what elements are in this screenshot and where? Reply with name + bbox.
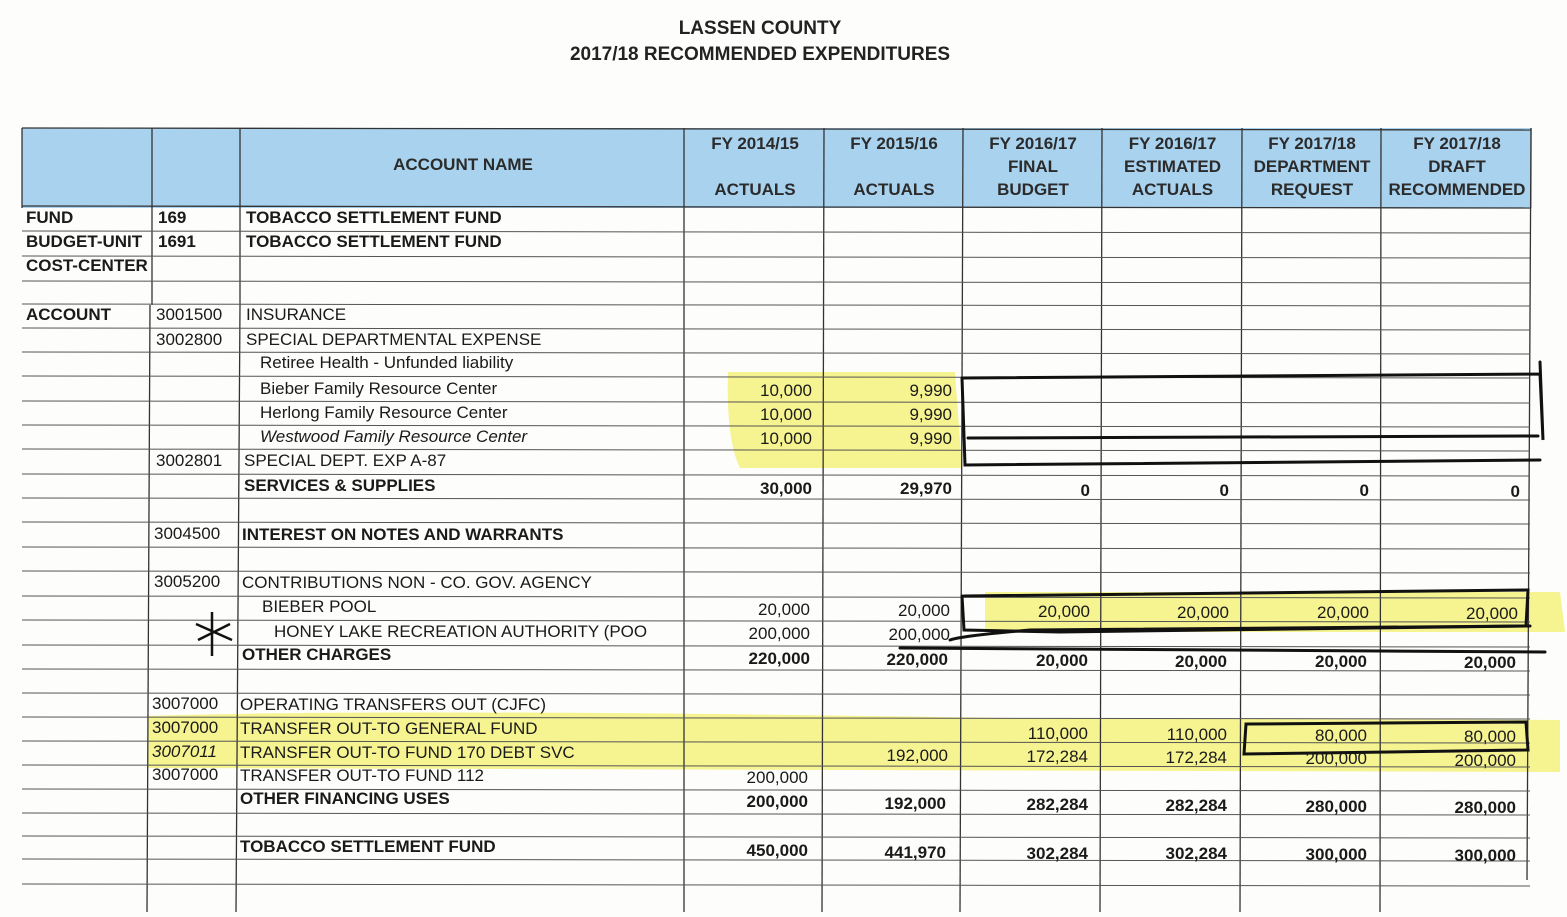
pen-box-frc-left [962, 378, 1540, 465]
herlong-frc-v2: 9,990 [909, 405, 952, 424]
contrib-code: 3005200 [154, 572, 221, 591]
other-fin-v2: 192,000 [884, 794, 946, 813]
header-fy1617-final: FY 2016/17 FINAL BUDGET [989, 134, 1077, 199]
to-fund170-v2: 192,000 [886, 746, 948, 765]
header-account-name: ACCOUNT NAME [393, 155, 533, 174]
bieber-frc-v2: 9,990 [909, 381, 952, 400]
fund-label: FUND [26, 208, 74, 227]
total-v5: 300,000 [1305, 845, 1367, 864]
services-v5: 0 [1359, 481, 1369, 500]
cost-center-label: COST-CENTER [26, 256, 148, 275]
bieber-pool-name: BIEBER POOL [262, 597, 377, 616]
other-charges-v6: 20,000 [1464, 653, 1516, 672]
pen-line-frc-mid [968, 436, 1538, 438]
budget-unit-code: 1691 [158, 232, 196, 251]
bieber-pool-v4: 20,000 [1177, 603, 1229, 622]
retiree-name: Retiree Health - Unfunded liability [260, 353, 514, 372]
to-general-v5: 80,000 [1315, 726, 1367, 745]
services-name: SERVICES & SUPPLIES [244, 476, 436, 495]
fund-name: TOBACCO SETTLEMENT FUND [246, 208, 502, 227]
westwood-frc-v1: 10,000 [760, 429, 812, 448]
other-fin-v3: 282,284 [1026, 795, 1088, 814]
interest-name: INTEREST ON NOTES AND WARRANTS [242, 525, 564, 544]
header-fy1415: FY 2014/15 ACTUALS [711, 134, 799, 199]
bieber-pool-v6: 20,000 [1466, 604, 1518, 623]
total-v6: 300,000 [1454, 846, 1516, 865]
services-v4: 0 [1219, 481, 1229, 500]
report-subtitle: 2017/18 RECOMMENDED EXPENDITURES [569, 44, 951, 65]
to-general-code: 3007000 [152, 718, 219, 737]
services-v2: 29,970 [900, 479, 952, 498]
star-annotation [196, 612, 232, 656]
insurance-name: INSURANCE [246, 305, 347, 324]
contrib-name: CONTRIBUTIONS NON - CO. GOV. AGENCY [242, 573, 592, 592]
to-fund170-v4: 172,284 [1165, 748, 1227, 767]
bieber-pool-v3: 20,000 [1038, 602, 1090, 621]
header-fy1718-rec: FY 2017/18 DRAFT RECOMMENDED [1388, 134, 1526, 199]
op-transfers-name: OPERATING TRANSFERS OUT (CJFC) [240, 695, 547, 714]
services-v3: 0 [1080, 481, 1090, 500]
total-v2: 441,970 [884, 843, 946, 862]
other-charges-v3: 20,000 [1036, 651, 1088, 670]
budget-unit-name: TOBACCO SETTLEMENT FUND [246, 232, 502, 251]
other-fin-v6: 280,000 [1454, 798, 1516, 817]
header-fy1516: FY 2015/16 ACTUALS [850, 134, 938, 199]
honey-lake-name: HONEY LAKE RECREATION AUTHORITY (POO [274, 622, 648, 641]
bieber-pool-v5: 20,000 [1317, 603, 1369, 622]
sde-name: SPECIAL DEPARTMENTAL EXPENSE [246, 330, 542, 349]
other-charges-v5: 20,000 [1315, 652, 1367, 671]
westwood-frc-v2: 9,990 [909, 429, 952, 448]
total-v4: 302,284 [1165, 844, 1227, 863]
services-v6: 0 [1510, 482, 1520, 501]
to-fund112-v1: 200,000 [746, 768, 808, 787]
to-fund170-code: 3007011 [152, 742, 217, 761]
pen-box-frc-top [962, 362, 1543, 440]
to-general-v3: 110,000 [1027, 724, 1088, 743]
other-fin-v4: 282,284 [1165, 796, 1227, 815]
to-fund170-v5: 200,000 [1305, 749, 1367, 768]
sde-a87-name: SPECIAL DEPT. EXP A-87 [244, 451, 447, 470]
bieber-pool-v1: 20,000 [758, 600, 810, 619]
other-charges-name: OTHER CHARGES [242, 645, 392, 664]
other-fin-v1: 200,000 [746, 792, 808, 811]
to-fund170-v6: 200,000 [1454, 751, 1516, 770]
to-fund112-code: 3007000 [152, 765, 219, 784]
other-charges-v2: 220,000 [886, 650, 948, 669]
total-v3: 302,284 [1026, 844, 1088, 863]
op-transfers-code: 3007000 [152, 694, 219, 713]
budget-unit-label: BUDGET-UNIT [26, 232, 143, 251]
to-general-v6: 80,000 [1464, 727, 1516, 746]
other-charges-v1: 220,000 [748, 649, 810, 668]
herlong-frc-name: Herlong Family Resource Center [260, 403, 508, 422]
services-v1: 30,000 [760, 479, 812, 498]
honey-lake-v1: 200,000 [748, 624, 810, 643]
to-fund170-v3: 172,284 [1026, 747, 1088, 766]
sde-a87-code: 3002801 [156, 451, 223, 470]
other-fin-name: OTHER FINANCING USES [240, 789, 450, 808]
interest-code: 3004500 [154, 524, 221, 543]
to-general-name: TRANSFER OUT-TO GENERAL FUND [240, 719, 538, 738]
westwood-frc-name: Westwood Family Resource Center [260, 427, 528, 446]
sde-code: 3002800 [156, 330, 223, 349]
total-name: TOBACCO SETTLEMENT FUND [240, 837, 496, 856]
bieber-pool-v2: 20,000 [898, 601, 950, 620]
bieber-frc-v1: 10,000 [760, 381, 812, 400]
to-fund112-name: TRANSFER OUT-TO FUND 112 [240, 766, 485, 785]
other-fin-v5: 280,000 [1305, 797, 1367, 816]
to-fund170-name: TRANSFER OUT-TO FUND 170 DEBT SVC [240, 743, 575, 762]
insurance-code: 3001500 [156, 305, 223, 324]
herlong-frc-v1: 10,000 [760, 405, 812, 424]
total-v1: 450,000 [746, 841, 808, 860]
fund-code: 169 [158, 208, 187, 227]
header-fy1718-req: FY 2017/18 DEPARTMENT REQUEST [1253, 134, 1371, 199]
honey-lake-v2: 200,000 [888, 625, 950, 644]
to-general-v4: 110,000 [1166, 725, 1227, 744]
account-label: ACCOUNT [26, 305, 111, 324]
bieber-frc-name: Bieber Family Resource Center [260, 379, 498, 398]
report-title: LASSEN COUNTY [678, 18, 842, 39]
other-charges-v4: 20,000 [1175, 652, 1227, 671]
header-fy1617-est: FY 2016/17 ESTIMATED ACTUALS [1124, 134, 1221, 199]
